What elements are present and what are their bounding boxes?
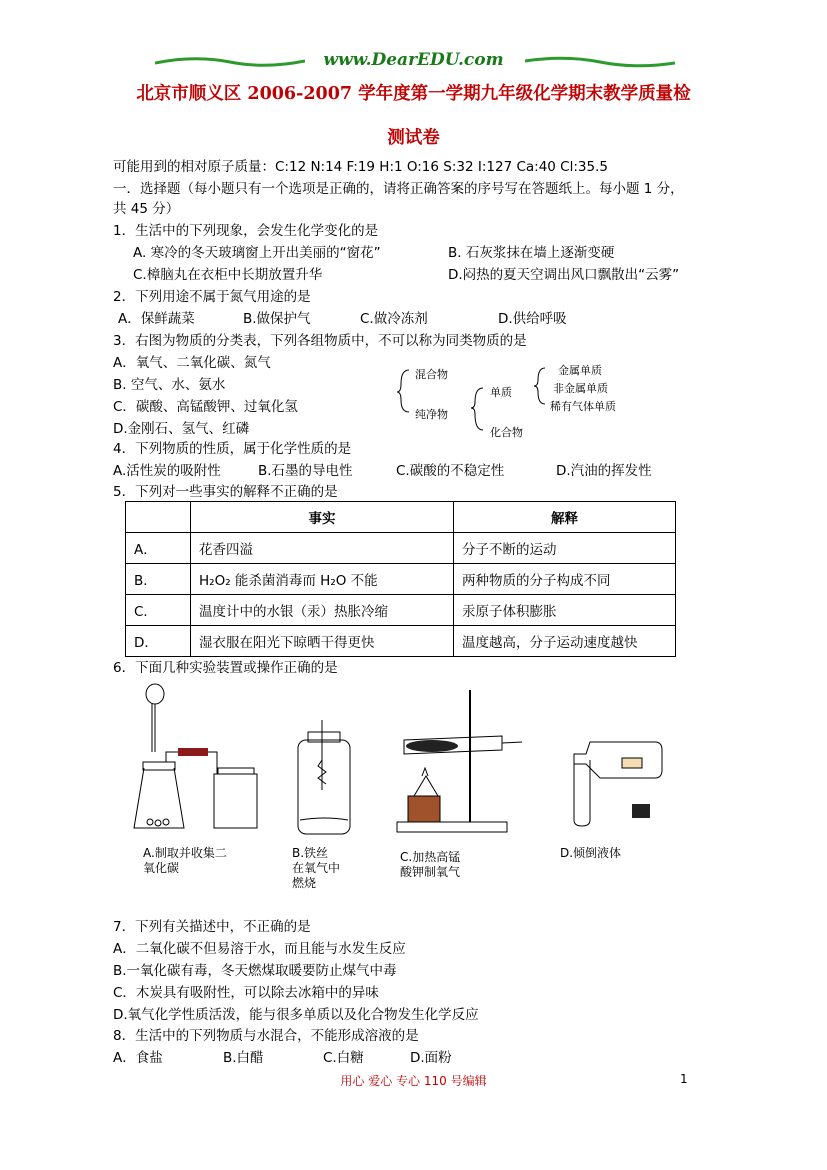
q3-option-b: B. 空气、水、氨水 [113, 377, 226, 393]
table-cell: 分子不断的运动 [454, 533, 676, 564]
page-title-line1: 北京市顺义区 2006-2007 学年度第一学期九年级化学期末教学质量检 [136, 84, 691, 104]
tree-nonmetal: 非金属单质 [553, 382, 608, 395]
q1-option-d: D.闷热的夏天空调出风口飘散出“云雾” [448, 267, 680, 283]
apparatus-a-caption: A.制取并收集二氧化碳 [143, 846, 227, 875]
q8-stem: 8．生活中的下列物质与水混合，不能形成溶液的是 [113, 1028, 419, 1044]
table-cell: 温度越高，分子运动速度越快 [454, 626, 676, 657]
table-header-cell: 事实 [191, 502, 454, 533]
q4-stem: 4．下列物质的性质，属于化学性质的是 [113, 441, 352, 457]
tree-mixture: 混合物 [415, 368, 448, 381]
q6-stem: 6．下面几种实验装置或操作正确的是 [113, 660, 338, 676]
table-cell: 花香四溢 [191, 533, 454, 564]
apparatus-a-figure [122, 682, 267, 842]
apparatus-d-caption: D.倾倒液体 [560, 846, 622, 860]
q7-option-d: D.氧气化学性质活泼，能与很多单质以及化合物发生化学反应 [113, 1007, 479, 1023]
q8-option-c: C.白糖 [323, 1050, 364, 1066]
q2-option-a: A．保鲜蔬菜 [118, 311, 195, 327]
q8-option-b: B.白醋 [223, 1050, 264, 1066]
tree-noble: 稀有气体单质 [550, 400, 616, 413]
q5-facts-table [125, 501, 676, 657]
table-cell: C． [126, 595, 191, 626]
table-row [126, 533, 676, 564]
q3-stem: 3．右图为物质的分类表，下列各组物质中，不可以称为同类物质的是 [113, 333, 527, 349]
apparatus-d-figure [560, 730, 670, 830]
tree-element: 单质 [490, 386, 512, 399]
q7-option-a: A．二氧化碳不但易溶于水，而且能与水发生反应 [113, 941, 406, 957]
table-cell: 温度计中的水银（汞）热胀冷缩 [191, 595, 454, 626]
q3-option-a: A．氧气、二氧化碳、氮气 [113, 355, 271, 371]
table-row [126, 595, 676, 626]
table-row [126, 626, 676, 657]
table-cell: B． [126, 564, 191, 595]
classification-tree [395, 362, 645, 442]
table-cell: A． [126, 533, 191, 564]
tree-compound: 化合物 [490, 426, 523, 439]
section1-heading-cont: 共 45 分） [113, 201, 180, 217]
q8-option-a: A．食盐 [113, 1050, 163, 1066]
table-row [126, 564, 676, 595]
q4-option-a: A.活性炭的吸附性 [113, 463, 221, 479]
atomic-masses: 可能用到的相对原子质量：C:12 N:14 F:19 H:1 O:16 S:32 I:127 Ca:40 Cl:35.5 [113, 159, 608, 175]
page-title-line2: 测试卷 [387, 128, 440, 148]
apparatus-c-caption: C.加热高锰酸钾制氧气 [400, 850, 461, 879]
q1-option-a: A. 寒冷的冬天玻璃窗上开出美丽的“窗花” [133, 245, 381, 261]
site-banner[interactable]: www.DearEDU.com [323, 50, 504, 70]
table-cell: 汞原子体积膨胀 [454, 595, 676, 626]
q1-option-c: C.樟脑丸在衣柜中长期放置升华 [133, 267, 323, 283]
tree-metal: 金属单质 [558, 364, 602, 377]
table-header-cell [126, 502, 191, 533]
tree-pure: 纯净物 [415, 408, 448, 421]
footer-text: 用心 爱心 专心 110 号编辑 [340, 1074, 487, 1088]
q4-option-c: C.碳酸的不稳定性 [396, 463, 505, 479]
page-number: 1 [680, 1072, 688, 1086]
table-cell: 两种物质的分子构成不同 [454, 564, 676, 595]
table-cell: 湿衣服在阳光下晾晒干得更快 [191, 626, 454, 657]
q8-option-d: D.面粉 [410, 1050, 452, 1066]
section1-heading: 一．选择题（每小题只有一个选项是正确的，请将正确答案的序号写在答题纸上。每小题 1 分， [113, 181, 684, 197]
q7-option-c: C．木炭具有吸附性，可以除去冰箱中的异味 [113, 985, 379, 1001]
q7-option-b: B.一氧化碳有毒，冬天燃煤取暖要防止煤气中毒 [113, 963, 397, 979]
q7-stem: 7．下列有关描述中，不正确的是 [113, 919, 311, 935]
table-cell: D． [126, 626, 191, 657]
q1-option-b: B. 石灰浆抹在墙上逐渐变硬 [448, 245, 615, 261]
table-header-cell: 解释 [454, 502, 676, 533]
q5-stem: 5．下列对一些事实的解释不正确的是 [113, 484, 338, 500]
q2-option-c: C.做冷冻剂 [360, 311, 428, 327]
q2-option-b: B.做保护气 [243, 311, 311, 327]
table-header-row [126, 502, 676, 533]
apparatus-c-figure [392, 690, 532, 840]
q2-option-d: D.供给呼吸 [498, 311, 567, 327]
q1-stem: 1．生活中的下列现象，会发生化学变化的是 [113, 223, 379, 239]
q4-option-b: B.石墨的导电性 [258, 463, 353, 479]
q4-option-d: D.汽油的挥发性 [556, 463, 652, 479]
q3-option-d: D.金刚石、氢气、红磷 [113, 421, 250, 437]
apparatus-b-figure [290, 720, 360, 840]
q2-stem: 2．下列用途不属于氮气用途的是 [113, 289, 311, 305]
apparatus-b-caption: B.铁丝在氧气中燃烧 [292, 846, 341, 890]
q3-option-c: C．碳酸、高锰酸钾、过氧化氢 [113, 399, 298, 415]
table-cell: H₂O₂ 能杀菌消毒而 H₂O 不能 [191, 564, 454, 595]
